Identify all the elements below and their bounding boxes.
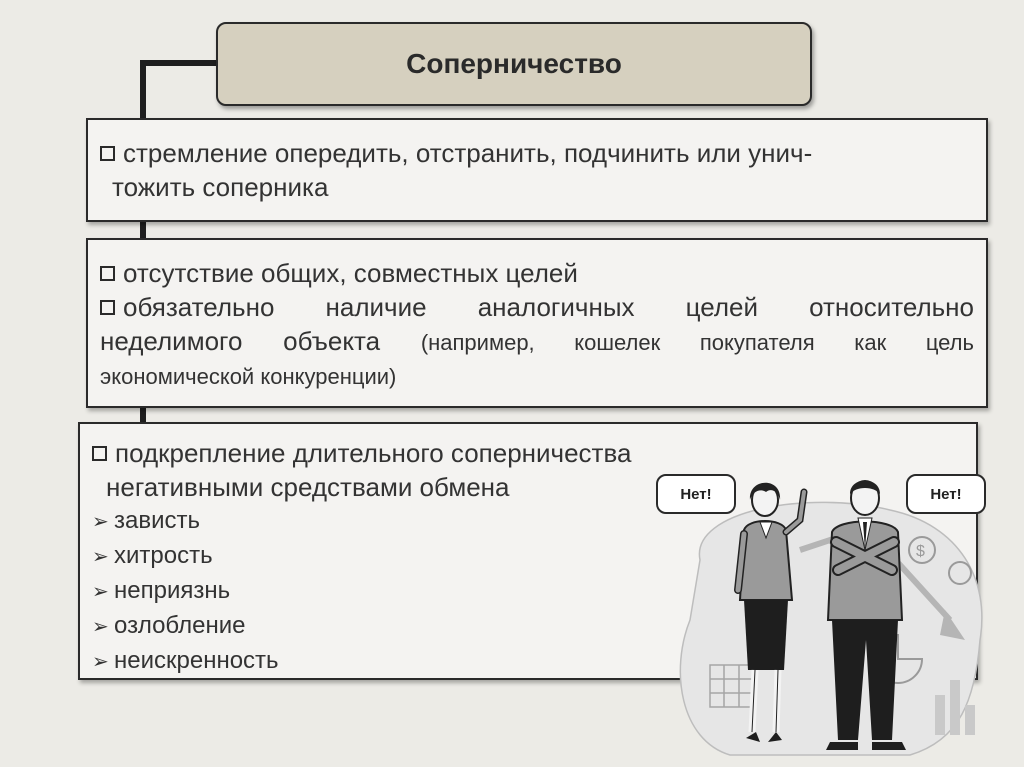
- list-item: ➢ неискренность: [92, 644, 964, 679]
- arrow-bullet-icon: ➢: [92, 546, 109, 568]
- block2-item2-line1: обязательно наличие аналогичных целей относительно: [100, 290, 974, 324]
- square-bullet-icon: [92, 446, 107, 461]
- block-striving: [86, 118, 988, 222]
- block2-item2-line3: экономической конкуренции): [100, 364, 397, 389]
- block-goals: [86, 238, 988, 408]
- list-item: ➢ зависть: [92, 504, 964, 539]
- arrow-bullet-icon: ➢: [92, 511, 109, 533]
- block2-item2-line2: неделимого объекта (например, кошелек покупателя как цель: [100, 326, 974, 356]
- arrow-bullet-icon: ➢: [92, 616, 109, 638]
- speech-bubble-right: Нет!: [906, 474, 986, 514]
- list-item: ➢ хитрость: [92, 539, 964, 574]
- square-bullet-icon: [100, 266, 115, 281]
- square-bullet-icon: [100, 146, 115, 161]
- block1-line2: тожить соперника: [112, 172, 329, 202]
- arrow-bullet-icon: ➢: [92, 581, 109, 603]
- arrow-bullet-icon: ➢: [92, 651, 109, 673]
- block1-line1: стремление опередить, отстранить, подчинить или унич-: [100, 136, 976, 170]
- connector-horizontal: [140, 60, 218, 66]
- svg-text:$: $: [916, 543, 925, 560]
- title-box: [216, 22, 812, 106]
- list-item: ➢ неприязнь: [92, 574, 964, 609]
- list-item: ➢ озлобление: [92, 609, 964, 644]
- block3-heading-line2: негативными средствами обмена: [106, 472, 510, 502]
- block3-heading-line1: подкрепление длительного соперничества: [92, 436, 964, 470]
- page-title: Соперничество: [406, 48, 622, 79]
- speech-bubble-left: Нет!: [656, 474, 736, 514]
- block2-item1: отсутствие общих, совместных целей: [100, 256, 974, 290]
- square-bullet-icon: [100, 300, 115, 315]
